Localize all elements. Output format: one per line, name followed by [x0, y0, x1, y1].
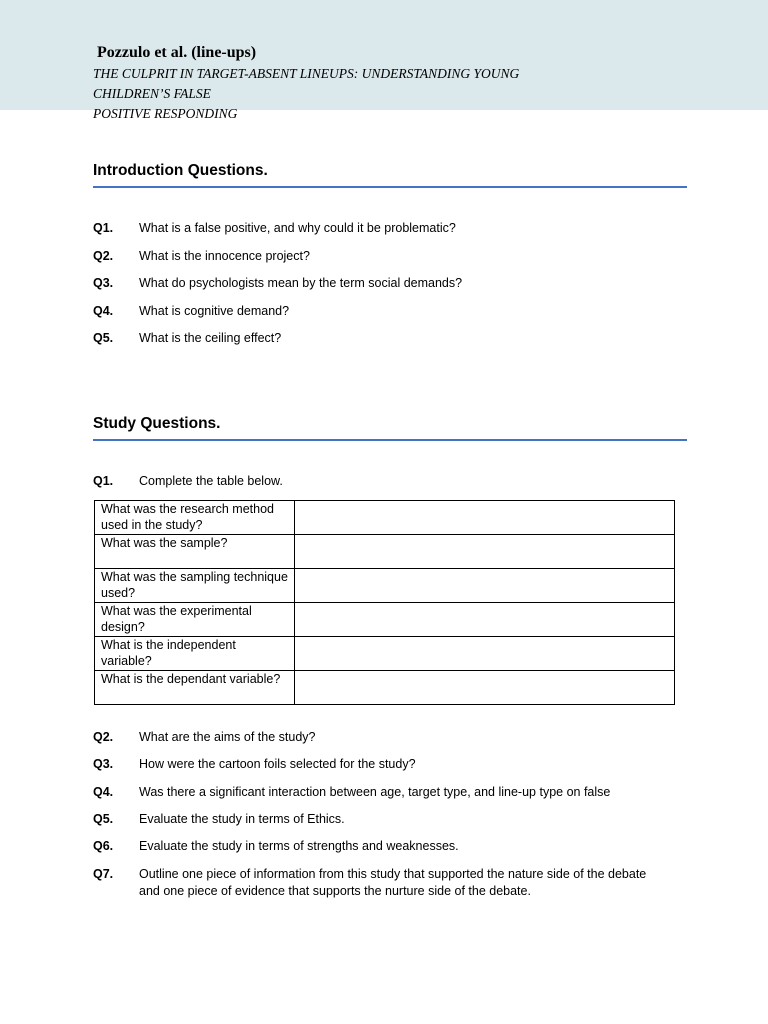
question-number: Q5.	[93, 812, 114, 826]
document-subtitle	[93, 64, 653, 124]
question-text: What is a false positive, and why could it be problematic?	[139, 221, 456, 235]
table-row	[95, 501, 675, 535]
question-text: Evaluate the study in terms of strengths and weaknesses.	[139, 839, 459, 853]
document-title: Pozzulo et al. (line-ups)	[97, 44, 257, 61]
table-row-label: What was the sample?	[95, 535, 295, 569]
question-number: Q6.	[93, 839, 114, 853]
question-text: How were the cartoon foils selected for the study?	[139, 757, 416, 771]
subtitle-line: THE CULPRIT IN TARGET-ABSENT LINEUPS: UNDERSTANDING YOUNG	[93, 66, 520, 81]
table-row	[95, 569, 675, 603]
table-row	[95, 603, 675, 637]
question-number: Q7.	[93, 867, 114, 881]
question-number: Q3.	[93, 757, 114, 771]
question-text: What is the innocence project?	[139, 249, 310, 263]
question-text: What is the ceiling effect?	[139, 331, 282, 345]
question-text: What is cognitive demand?	[139, 304, 290, 318]
table-answer-cell[interactable]	[295, 603, 675, 637]
subtitle-line: CHILDREN’S FALSE	[93, 86, 211, 101]
question-number: Q2.	[93, 730, 114, 744]
question-number: Q4.	[93, 785, 114, 799]
table-answer-cell[interactable]	[295, 671, 675, 705]
table-answer-cell[interactable]	[295, 501, 675, 535]
question-text: Was there a significant interaction between age, target type, and line-up type on false	[139, 785, 611, 799]
question-text: Outline one piece of information from this study that supported the nature side of the debate and one piece of evidence that supports the nurture side of the debate.	[139, 867, 647, 898]
question-number: Q5.	[93, 331, 114, 345]
table-row-label: What was the research method used in the study?	[95, 501, 295, 535]
table-row-label: What is the dependant variable?	[95, 671, 295, 705]
question-text: Evaluate the study in terms of Ethics.	[139, 812, 345, 826]
introduction-heading: Introduction Questions.	[93, 162, 687, 188]
table-row-label: What was the sampling technique used?	[95, 569, 295, 603]
table-row	[95, 535, 675, 569]
question-number: Q4.	[93, 304, 114, 318]
table-row-label: What is the independent variable?	[95, 637, 295, 671]
question-text: Complete the table below.	[139, 474, 283, 488]
subtitle-line: POSITIVE RESPONDING	[93, 106, 238, 121]
table-row	[95, 637, 675, 671]
question-number: Q2.	[93, 249, 114, 263]
study-table	[94, 500, 675, 705]
table-answer-cell[interactable]	[295, 637, 675, 671]
question-number: Q3.	[93, 276, 114, 290]
table-answer-cell[interactable]	[295, 569, 675, 603]
table-row-label: What was the experimental design?	[95, 603, 295, 637]
question-text: What are the aims of the study?	[139, 730, 316, 744]
table-row	[95, 671, 675, 705]
question-number: Q1.	[93, 474, 114, 488]
study-heading: Study Questions.	[93, 415, 687, 441]
question-text: What do psychologists mean by the term social demands?	[139, 276, 463, 290]
table-answer-cell[interactable]	[295, 535, 675, 569]
question-number: Q1.	[93, 221, 114, 235]
